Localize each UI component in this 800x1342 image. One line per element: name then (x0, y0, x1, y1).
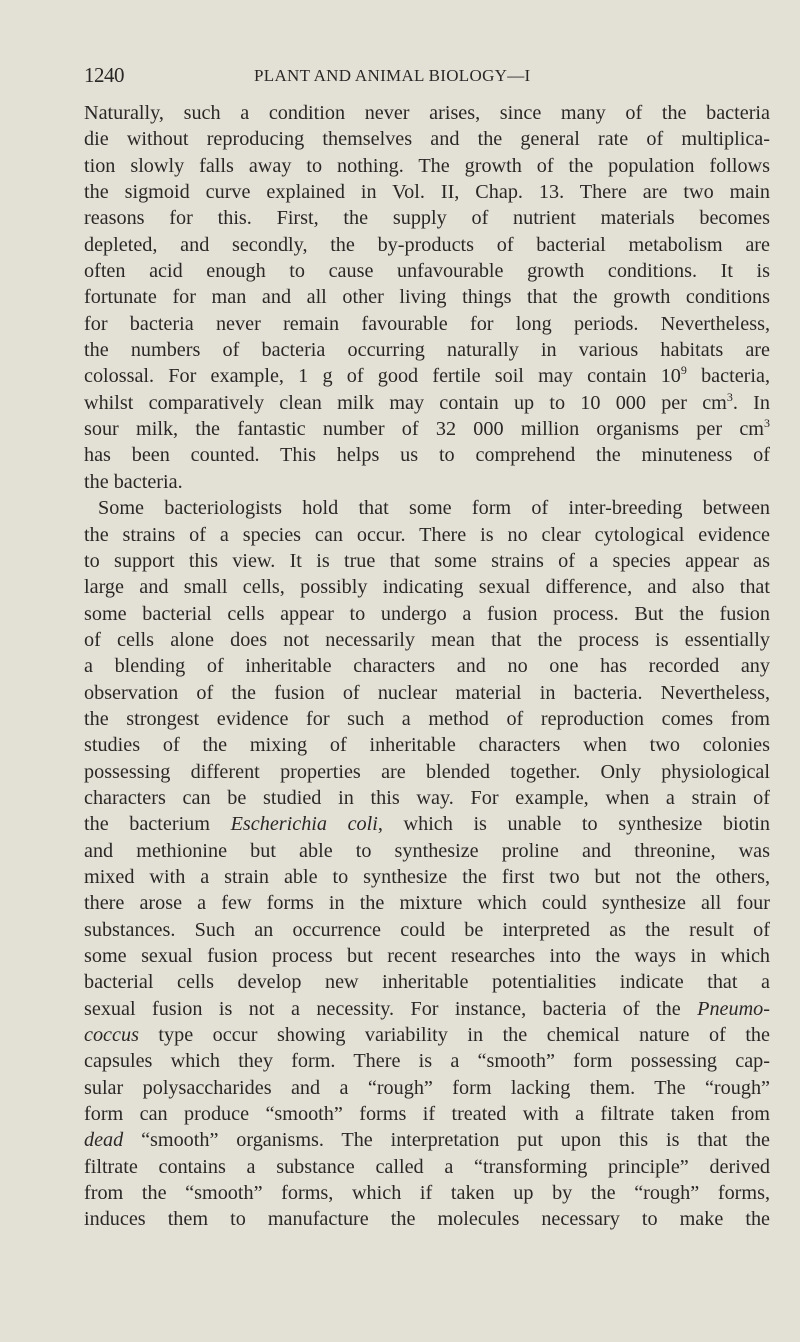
page-header (84, 63, 770, 93)
text-line: and methionine but able to synthesize proline and threonine, was (84, 839, 770, 862)
text-line: dead “smooth” organisms. The interpretation put upon this is that the (84, 1129, 770, 1152)
paragraph (84, 100, 770, 495)
text-line: studies of the mixing of inheritable characters when two colonies (84, 734, 770, 757)
text-line: the bacterium Escherichia coli, which is unable to synthesize biotin (84, 813, 771, 836)
text-line: colossal. For example, 1 g of good fertile soil may contain $10^9$ bacteria, (84, 363, 771, 388)
text-line: die without reproducing themselves and the general rate of multiplica- (84, 128, 770, 151)
italic-term: Escherichia coli (230, 813, 378, 836)
text-line: whilst comparatively clean milk may contain up to 10 000 per $cm^3$. In (84, 389, 770, 414)
text-line: induces them to manufacture the molecules necessary to make the (84, 1208, 770, 1231)
text-line: has been counted. This helps us to comprehend the minuteness of (84, 444, 770, 467)
text-line: some sexual fusion process but recent researches into the ways in which (84, 945, 770, 967)
text-line: from the “smooth” forms, which if taken up by the “rough” forms, (84, 1182, 770, 1205)
text-line: sexual fusion is not a necessity. For instance, bacteria of the Pneumo- (84, 997, 770, 1020)
text-line: for bacteria never remain favourable for long periods. Nevertheless, (84, 312, 770, 335)
text-line: the numbers of bacteria occurring naturally in various habitats are (84, 339, 770, 362)
text-line: filtrate contains a substance called a “transforming principle” derived (84, 1155, 770, 1178)
text-line: tion slowly falls away to nothing. The growth of the population follows (84, 154, 770, 177)
page-number: 1240 (84, 63, 124, 87)
text-line: large and small cells, possibly indicating sexual difference, and also that (84, 576, 770, 599)
text-line: form can produce “smooth” forms if treated with a filtrate taken from (84, 1103, 770, 1126)
text-line: sular polysaccharides and a “rough” form lacking them. The “rough” (84, 1076, 770, 1099)
text-line: some bacterial cells appear to undergo a fusion process. But the fusion (84, 602, 770, 625)
text-line: characters can be studied in this way. For example, when a strain of (84, 786, 770, 809)
text-line: mixed with a strain able to synthesize the first two but not the others, (84, 865, 770, 888)
text-line: possessing different properties are blended together. Only physiological (84, 760, 770, 783)
text-line: substances. Such an occurrence could be interpreted as the result of (84, 918, 770, 941)
text-line: the strains of a species can occur. There is no clear cytological evidence (84, 523, 770, 546)
italic-term: Pneumo- (697, 997, 770, 1020)
paragraph (84, 495, 770, 1233)
text-line: Naturally, such a condition never arises, since many of the bacteria (84, 102, 770, 124)
text-line: Some bacteriologists hold that some form of inter-breeding between (98, 497, 770, 520)
text-line: the bacteria. (84, 470, 183, 493)
text-line: the sigmoid curve explained in Vol. II, Chap. 13. There are two main (84, 181, 770, 204)
text-line: reasons for this. First, the supply of nutrient materials becomes (84, 207, 770, 230)
italic-term: dead (84, 1129, 124, 1152)
text-line: the strongest evidence for such a method of reproduction comes from (84, 707, 770, 730)
text-line: capsules which they form. There is a “smooth” form possessing cap- (84, 1050, 770, 1073)
text-line: of cells alone does not necessarily mean that the process is essentially (84, 628, 770, 651)
text-line: often acid enough to cause unfavourable growth conditions. It is (84, 260, 770, 283)
text-line: fortunate for man and all other living things that the growth conditions (84, 286, 770, 309)
body-text (84, 100, 770, 1233)
text-line: a blending of inheritable characters and no one has recorded any (84, 655, 770, 678)
italic-term: coccus (84, 1024, 139, 1047)
running-head: PLANT AND ANIMAL BIOLOGY—I (254, 66, 531, 85)
text-line: observation of the fusion of nuclear material in bacteria. Nevertheless, (84, 681, 770, 704)
text-line: sour milk, the fantastic number of 32 000 million organisms per $cm^3$ (84, 416, 770, 441)
text-line: depleted, and secondly, the by-products of bacterial metabolism are (84, 233, 770, 256)
text-line: coccus type occur showing variability in the chemical nature of the (84, 1024, 770, 1047)
text-line: bacterial cells develop new inheritable potentialities indicate that a (84, 971, 770, 994)
text-line: to support this view. It is true that some strains of a species appear as (84, 549, 770, 572)
text-line: there arose a few forms in the mixture which could synthesize all four (84, 892, 770, 915)
